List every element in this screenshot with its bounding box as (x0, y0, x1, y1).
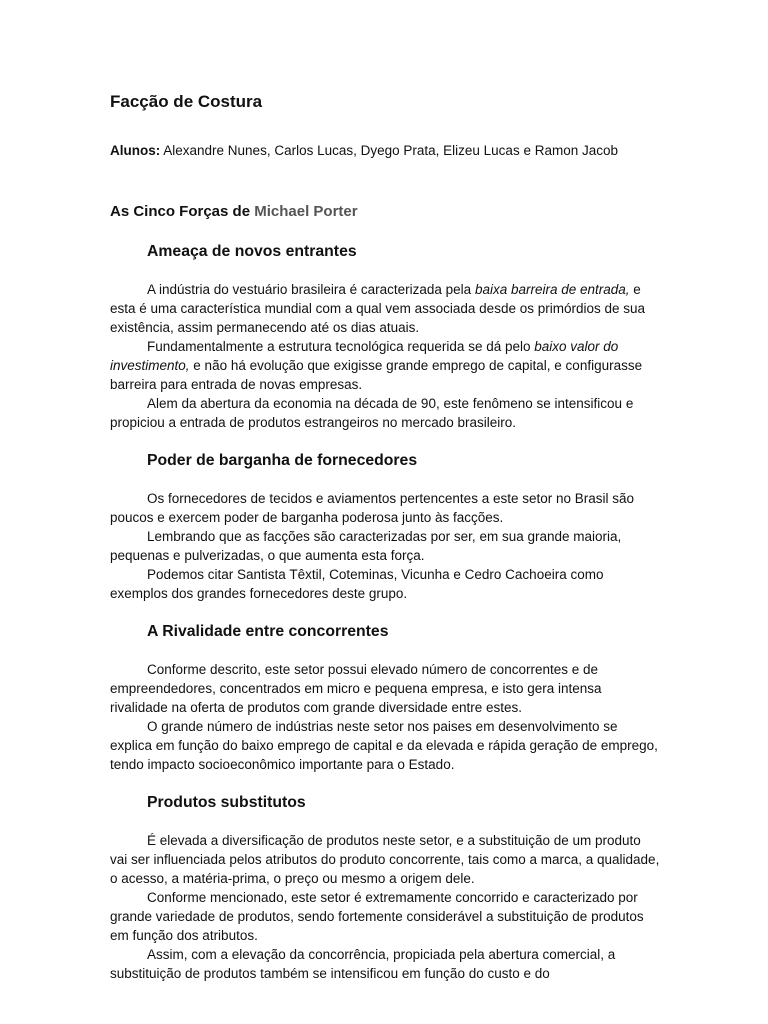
document-title: Facção de Costura (110, 92, 263, 111)
authors-label: Alunos: (110, 143, 161, 158)
paragraph: Os fornecedores de tecidos e aviamentos pertencentes a este setor no Brasil são poucos e exercem poder de barganha poderosa junto às facções. (110, 491, 635, 525)
paragraph (110, 280, 660, 337)
paragraph-text: e esta é uma característica mundial com a qual vem associada desde os primórdios de sua existência, assim permanecendo até os dias atuais. (110, 282, 646, 335)
paragraph-text: e não há evolução que exigisse grande emprego de capital, e configurasse barreira para entrada de novas empresas. (110, 358, 643, 392)
section-title (110, 203, 358, 220)
paragraph (110, 337, 660, 394)
paragraph-emphasis: baixa barreira de entrada, (474, 282, 630, 297)
subsection-heading: Produtos substitutos (147, 794, 306, 811)
document-body (110, 242, 660, 983)
subsection-heading: A Rivalidade entre concorrentes (147, 623, 389, 640)
authors-line (110, 143, 618, 158)
subsection-heading: Ameaça de novos entrantes (147, 243, 357, 260)
paragraph: O grande número de indústrias neste setor nos paises em desenvolvimento se explica em função do baixo emprego de capital e da elevada e rápida geração de emprego, tendo impacto socioeconômico importante para o Estado. (110, 719, 658, 772)
authors-names: Alexandre Nunes, Carlos Lucas, Dyego Prata, Elizeu Lucas e Ramon Jacob (160, 143, 618, 158)
paragraph: Assim, com a elevação da concorrência, propiciada pela abertura comercial, a substituição de produtos também se intensificou em função do custo e do (110, 947, 616, 981)
paragraph: Conforme descrito, este setor possui elevado número de concorrentes e de empreendedores, concentrados em micro e pequena empresa, e isto gera intensa rivalidade na oferta de produtos com grande diversidade entre estes. (110, 662, 602, 715)
paragraph: É elevada a diversificação de produtos neste setor, e a substituição de um produto vai ser influenciada pelos atributos do produto concorrente, tais como a marca, a qualidade, o acesso, a matéria-prima, o preço ou mesmo a origem dele. (110, 833, 660, 886)
paragraph-emphasis: baixo valor do investimento, (110, 339, 619, 373)
section-title-author: Michael Porter (254, 203, 358, 220)
section-title-prefix: As Cinco Forças de (110, 203, 255, 220)
paragraph: Lembrando que as facções são caracterizadas por ser, em sua grande maioria, pequenas e pulverizadas, o que aumenta esta força. (110, 529, 622, 563)
paragraph-text: Fundamentalmente a estrutura tecnológica requerida se dá pelo (147, 339, 535, 354)
paragraph: Conforme mencionado, este setor é extremamente concorrido e caracterizado por grande variedade de produtos, sendo fortemente considerável a substituição de produtos em função dos atributos. (110, 890, 644, 943)
paragraph: Podemos citar Santista Têxtil, Coteminas, Vicunha e Cedro Cachoeira como exemplos dos grandes fornecedores deste grupo. (110, 567, 604, 601)
paragraph: Alem da abertura da economia na década de 90, este fenômeno se intensificou e propiciou a entrada de produtos estrangeiros no mercado brasileiro. (110, 396, 634, 430)
paragraph-text: A indústria do vestuário brasileira é caracterizada pela (147, 282, 475, 297)
subsection-heading: Poder de barganha de fornecedores (147, 452, 418, 469)
